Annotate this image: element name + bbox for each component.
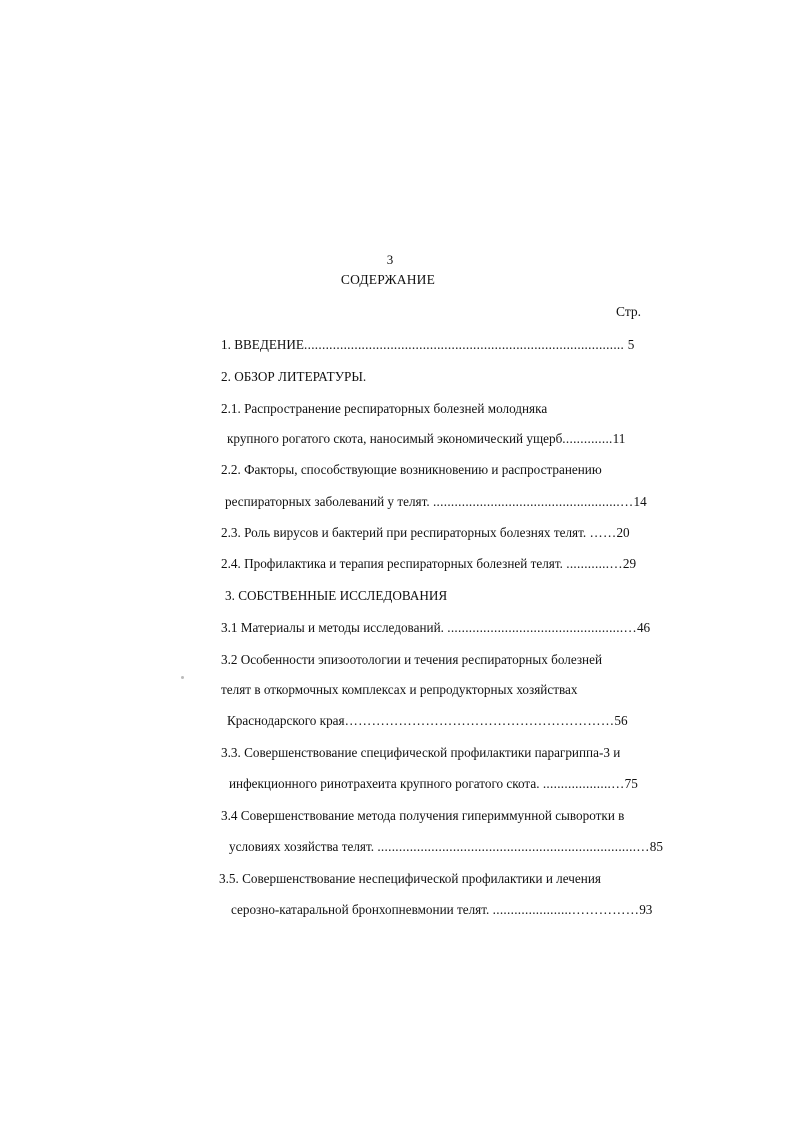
toc-entry: 2.4. Профилактика и терапия респираторных болезней телят. ............…29: [221, 556, 637, 571]
toc-entry: серозно-катаральной бронхопневмонии телят. ......................……………93: [231, 902, 653, 917]
page-number: 3: [386, 252, 394, 267]
toc-entry: 3.2 Особенности эпизоотологии и течения респираторных болезней: [221, 652, 603, 667]
page-title: СОДЕРЖАНИЕ: [340, 272, 436, 287]
toc-entry: 3.5. Совершенствование неспецифической профилактики и лечения: [219, 871, 601, 886]
toc-entry: инфекционного ринотрахеита крупного рогатого скота. ...................…75: [229, 776, 638, 791]
toc-entry: Краснодарского края……………………………………………………56: [227, 713, 628, 728]
toc-entry: 2.3. Роль вирусов и бактерий при респираторных болезнях телят. ……20: [221, 525, 630, 540]
toc-entry: 2. ОБЗОР ЛИТЕРАТУРЫ.: [221, 369, 367, 384]
toc-entry: респираторных заболеваний у телят. ....................................................…14: [225, 494, 647, 509]
toc-entry: 1. ВВЕДЕНИЕ......................................................................................... 5: [221, 337, 635, 352]
toc-entry: 3.3. Совершенствование специфической профилактики парагриппа-3 и: [221, 745, 621, 760]
toc-entry: 2.1. Распространение респираторных болезней молодняка: [221, 401, 548, 416]
page-column-label: Стр.: [616, 304, 642, 319]
scan-speck: [181, 676, 184, 679]
toc-entry: 3.1 Материалы и методы исследований. .................................................…46: [221, 620, 651, 635]
toc-entry: 3.4 Совершенствование метода получения гипериммунной сыворотки в: [221, 808, 625, 823]
toc-entry: 3. СОБСТВЕННЫЕ ИССЛЕДОВАНИЯ: [225, 588, 448, 603]
toc-entry: условиях хозяйства телят. ........................................................................…85: [229, 839, 663, 854]
toc-entry: телят в откормочных комплексах и репродукторных хозяйствах: [221, 682, 578, 697]
toc-entry: 2.2. Факторы, способствующие возникновению и распространению: [221, 462, 602, 477]
toc-entry: крупного рогатого скота, наносимый экономический ущерб..............11: [227, 431, 626, 446]
